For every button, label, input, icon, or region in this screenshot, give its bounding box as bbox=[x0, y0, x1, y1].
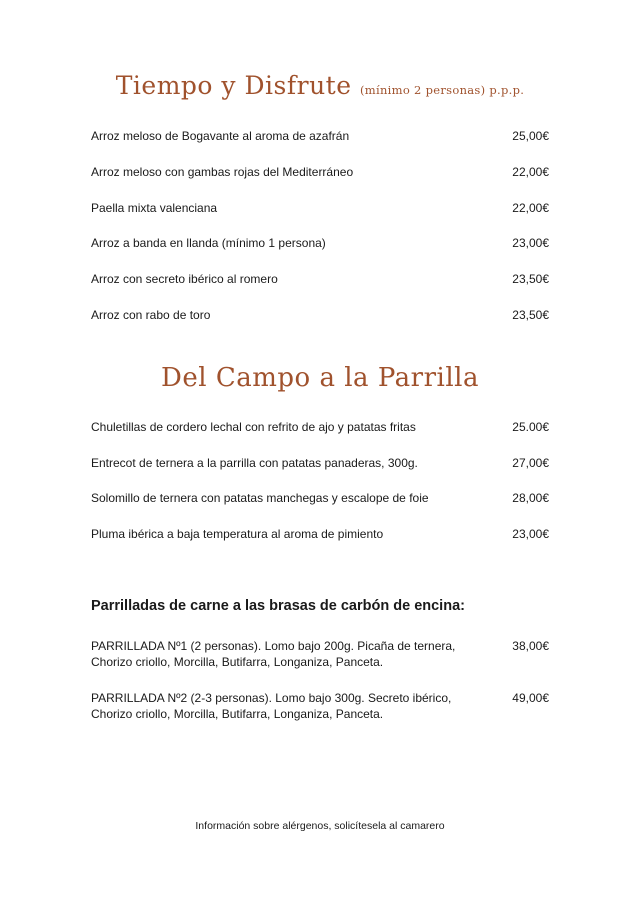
rice-section-title bbox=[0, 71, 640, 100]
menu-item-name: Chuletillas de cordero lechal con refrito de ajo y patatas fritas bbox=[91, 420, 416, 434]
menu-item-name: PARRILLADA Nº1 (2 personas). Lomo bajo 200g. Picaña de ternera, Chorizo criollo, Morcilla, Butifarra, Longaniza, Panceta. bbox=[91, 639, 456, 669]
parrilladas-heading: Parrilladas de carne a las brasas de carbón de encina: bbox=[91, 598, 465, 614]
menu-item-price: 25,00€ bbox=[512, 129, 549, 143]
menu-item-price: 23,00€ bbox=[512, 527, 549, 541]
menu-item-name: Pluma ibérica a baja temperatura al aroma de pimiento bbox=[91, 527, 384, 541]
menu-item-name: Arroz con rabo de toro bbox=[91, 308, 211, 322]
grill-section-title: Del Campo a la Parrilla bbox=[161, 363, 479, 393]
rice-section-title-text: Tiempo y Disfrute bbox=[115, 71, 352, 100]
menu-item-price: 49,00€ bbox=[512, 691, 549, 705]
rice-section-subtitle: (mínimo 2 personas) p.p.p. bbox=[359, 83, 525, 97]
menu-item-price: 23,50€ bbox=[512, 272, 549, 286]
menu-item-price: 23,00€ bbox=[512, 236, 549, 250]
menu-item-name: Entrecot de ternera a la parrilla con patatas panaderas, 300g. bbox=[91, 456, 418, 470]
menu-item-name: Arroz a banda en llanda (mínimo 1 persona) bbox=[91, 236, 326, 250]
menu-item-price: 27,00€ bbox=[512, 456, 549, 470]
menu-item-price: 28,00€ bbox=[512, 491, 549, 505]
menu-item-name: Arroz con secreto ibérico al romero bbox=[91, 272, 278, 286]
menu-item-name: Paella mixta valenciana bbox=[91, 201, 218, 215]
menu-item-name: Arroz meloso con gambas rojas del Mediterráneo bbox=[91, 165, 354, 179]
menu-item-price: 25.00€ bbox=[512, 420, 549, 434]
allergen-note: Información sobre alérgenos, solicítesela al camarero bbox=[195, 820, 445, 832]
menu-item-name: Solomillo de ternera con patatas manchegas y escalope de foie bbox=[91, 491, 429, 505]
menu-item-name: PARRILLADA Nº2 (2-3 personas). Lomo bajo 300g. Secreto ibérico, Chorizo criollo, Morcilla, Butifarra, Longaniza, Panceta. bbox=[91, 691, 452, 721]
menu-item-price: 38,00€ bbox=[512, 639, 549, 653]
menu-item-price: 22,00€ bbox=[512, 201, 549, 215]
menu-item-price: 22,00€ bbox=[512, 165, 549, 179]
menu-item-price: 23,50€ bbox=[512, 308, 549, 322]
menu-item-name: Arroz meloso de Bogavante al aroma de azafrán bbox=[91, 129, 350, 143]
